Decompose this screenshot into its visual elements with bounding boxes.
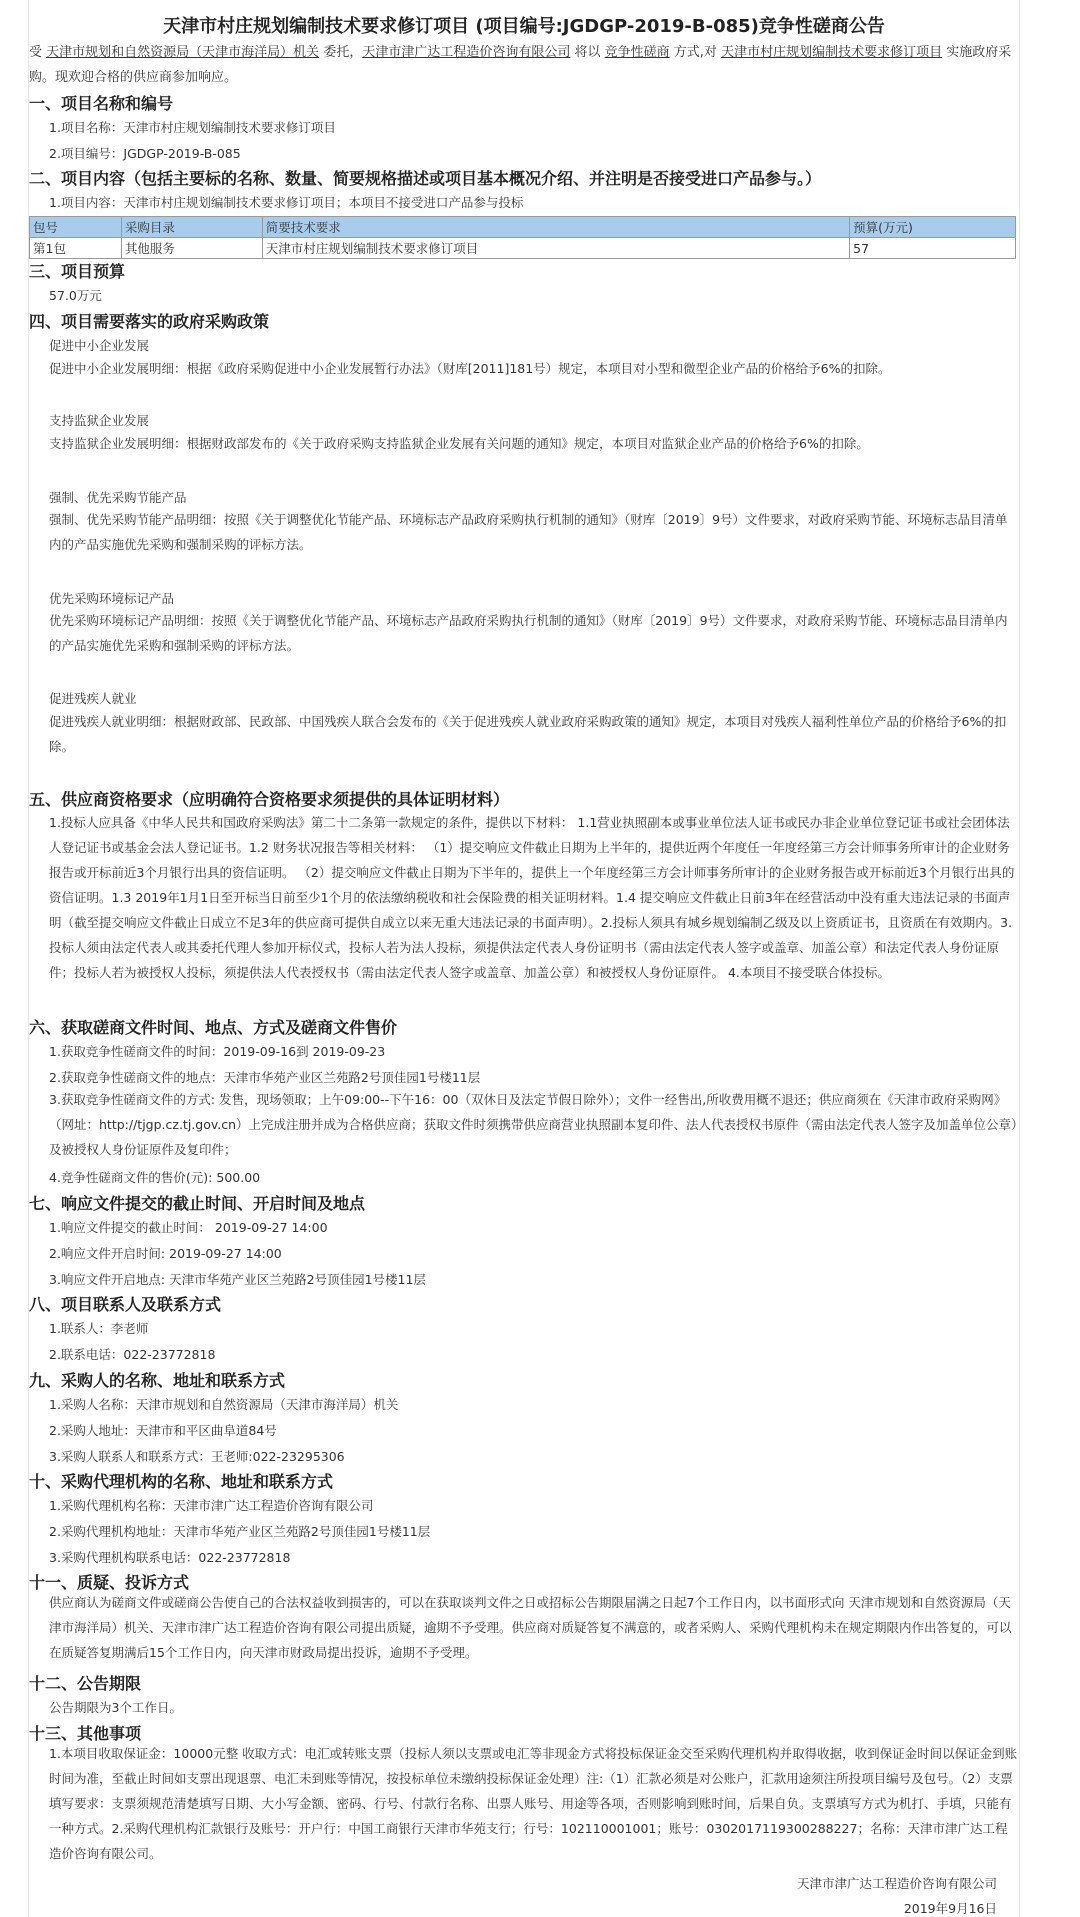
purchaser-contact: 3.采购人联系人和联系方式：王老师:022-23295306 — [49, 1449, 345, 1464]
doc-obtain-time: 1.获取竞争性磋商文件的时间：2019-09-16到 2019-09-23 — [49, 1044, 386, 1059]
signature-date: 2019年9月16日 — [903, 1901, 997, 1916]
table-cell: 天津市村庄规划编制技术要求修订项目 — [262, 238, 849, 259]
section-heading-6: 六、获取磋商文件时间、地点、方式及磋商文件售价 — [29, 1018, 398, 1037]
section-heading-1: 一、项目名称和编号 — [29, 94, 174, 113]
table-header-cell: 预算(万元) — [850, 217, 1016, 238]
agency-link[interactable]: 天津市津广达工程造价咨询有限公司 — [362, 45, 571, 60]
section-heading-12: 十二、公告期限 — [29, 1674, 142, 1693]
policy-title: 支持监狱企业发展 — [49, 413, 150, 428]
doc-price: 4.竞争性磋商文件的售价(元): 500.00 — [49, 1170, 261, 1185]
intro-text: 将以 — [574, 45, 601, 60]
section-heading-9: 九、采购人的名称、地址和联系方式 — [29, 1371, 286, 1390]
table-header-cell: 简要技术要求 — [262, 217, 849, 238]
table-cell: 第1包 — [30, 238, 122, 259]
project-budget: 57.0万元 — [49, 288, 102, 303]
agency-name: 1.采购代理机构名称：天津市津广达工程造价咨询有限公司 — [49, 1498, 374, 1513]
intro-paragraph — [29, 40, 1014, 90]
project-content: 1.项目内容：天津市村庄规划编制技术要求修订项目；本项目不接受进口产品参与投标 — [49, 195, 524, 210]
method-link[interactable]: 竞争性磋商 — [604, 45, 670, 60]
intro-text: 方式,对 — [673, 45, 717, 60]
qualification-requirements: 1.投标人应具备《中华人民共和国政府采购法》第二十二条第一款规定的条件，提供以下材料： 1.1营业执照副本或事业单位法人证书或民办非企业单位登记证书或社会团体法人登记证书或基金会法人登记证书。1.2 财务状况报告等相关材料： （1）提交响应文件截止日期为上半年的，提供近两个年度任一年度经第三方会计师事务所审计的企业财务报告或开标前近3个月银行出具的资信证明。 （2）提交响应文件截止日期为下半年的，提供上一个年度经第三方会计师事务所审计的企业财务报告或开标前近3个月银行出具的资信证明。1.3 2019年1月1日至开标当日前至少1个月的依法缴纳税收和社会保险费的相关证明材料。1.4 提交响应文件截止日前3年在经营活动中没有重大违法记录的书面声明（截至提交响应文件截止日成立不足3年的供应商可提供自成立以来无重大违法记录的书面声明）。2.投标人须具有城乡规划编制乙级及以上资质证书，且资质在有效期内。3.投标人须由法定代表人或其委托代理人参加开标仪式，投标人若为法人投标，须提供法定代表人身份证明书（需由法定代表人签字或盖章、加盖公章）和法定代表人身份证原件；投标人若为被授权人投标，须提供法人代表授权书（需由法定代表人签字或盖章、加盖公章）和被授权人身份证原件。 4.本项目不接受联合体投标。 — [49, 815, 1015, 980]
section-heading-8: 八、项目联系人及联系方式 — [29, 1295, 222, 1314]
intro-text: 实施政府采购。现欢迎合格的供应商参加响应。 — [29, 45, 1012, 85]
page-title: 天津市村庄规划编制技术要求修订项目 (项目编号:JGDGP-2019-B-085)竞争性磋商公告 — [163, 16, 885, 37]
table-header-row — [30, 217, 1016, 238]
announcement-page — [28, 0, 1020, 1917]
section-heading-11: 十一、质疑、投诉方式 — [29, 1573, 190, 1592]
policy-detail: 促进残疾人就业明细：根据财政部、民政部、中国残疾人联合会发布的《关于促进残疾人就业政府采购政策的通知》规定，本项目对残疾人福利性单位产品的价格给予6%的扣除。 — [49, 714, 1007, 754]
intro-text: 委托， — [323, 45, 363, 60]
table-row — [30, 238, 1016, 259]
policy-title: 强制、优先采购节能产品 — [49, 490, 187, 505]
contact-phone: 2.联系电话：022-23772818 — [49, 1347, 216, 1362]
section-heading-5: 五、供应商资格要求（应明确符合资格要求须提供的具体证明材料） — [29, 790, 510, 809]
policy-detail: 强制、优先采购节能产品明细：按照《关于调整优化节能产品、环境标志产品政府采购执行机制的通知》（财库〔2019〕9号）文件要求，对政府采购节能、环境标志品目清单内的产品实施优先采购和强制采购的评标方法。 — [49, 512, 1008, 552]
policy-title: 促进残疾人就业 — [49, 691, 137, 706]
other-matters: 1.本项目收取保证金：10000元整 收取方式：电汇或转账支票（投标人须以支票或电汇等非现金方式将投标保证金交至采购代理机构并取得收据，收到保证金时间以保证金到账时间为准，至截止时间如支票出现退票、电汇未到账等情况，按投标单位未缴纳投标保证金处理）注:（1）汇款必须是对公账户，汇款用途须注所投项目编号及包号。（2）支票填写要求：支票须规范清楚填写日期、大小写金额、密码、行号、付款行名称、出票人账号、用途等各项，否则影响到账时间，后果自负。支票填写方式为机打、手填，只能有一种方式。2.采购代理机构汇款银行及账号：开户行：中国工商银行天津市华苑支行；行号：102110001001；账号：0302017119300288227；名称：天津市津广达工程造价咨询有限公司。 — [49, 1746, 1018, 1861]
section-heading-4: 四、项目需要落实的政府采购政策 — [29, 312, 270, 331]
policy-detail: 促进中小企业发展明细：根据《政府采购促进中小企业发展暂行办法》（财库[2011]181号）规定，本项目对小型和微型企业产品的价格给予6%的扣除。 — [49, 361, 891, 376]
table-header-cell: 采购目录 — [121, 217, 262, 238]
table-cell: 其他服务 — [121, 238, 262, 259]
principal-link[interactable]: 天津市规划和自然资源局（天津市海洋局）机关 — [46, 45, 320, 60]
submission-deadline: 1.响应文件提交的截止时间： 2019-09-27 14:00 — [49, 1220, 328, 1235]
policy-title: 优先采购环境标记产品 — [49, 591, 175, 606]
purchaser-name: 1.采购人名称：天津市规划和自然资源局（天津市海洋局）机关 — [49, 1397, 399, 1412]
signature-company: 天津市津广达工程造价咨询有限公司 — [796, 1876, 997, 1891]
section-heading-7: 七、响应文件提交的截止时间、开启时间及地点 — [29, 1194, 366, 1213]
agency-address: 2.采购代理机构地址：天津市华苑产业区兰苑路2号顶佳园1号楼11层 — [49, 1524, 431, 1539]
notice-period: 公告期限为3个工作日。 — [49, 1700, 182, 1715]
section-heading-3: 三、项目预算 — [29, 262, 126, 281]
doc-obtain-method: 3.获取竞争性磋商文件的方式: 发售，现场领取；上午09:00--下午16：00（双休日及法定节假日除外）；文件一经售出,所收费用概不退还；供应商须在《天津市政府采购网》（网址：http://tjgp.cz.tj.gov.cn）上完成注册并成为合格供应商；获取文件时须携带供应商营业执照副本复印件、法人代表授权书原件（需由法定代表人签字及加盖单位公章）及被授权人身份证原件及复印件； — [49, 1092, 1018, 1157]
section-heading-13: 十三、其他事项 — [29, 1724, 142, 1743]
project-name: 1.项目名称：天津市村庄规划编制技术要求修订项目 — [49, 120, 336, 135]
section-heading-2: 二、项目内容（包括主要标的名称、数量、简要规格描述或项目基本概况介绍、并注明是否接受进口产品参与。） — [29, 169, 822, 188]
policy-detail: 支持监狱企业发展明细：根据财政部发布的《关于政府采购支持监狱企业发展有关问题的通知》规定，本项目对监狱企业产品的价格给予6%的扣除。 — [49, 436, 869, 451]
opening-time: 2.响应文件开启时间: 2019-09-27 14:00 — [49, 1246, 282, 1261]
agency-phone: 3.采购代理机构联系电话：022-23772818 — [49, 1550, 291, 1565]
section-heading-10: 十、采购代理机构的名称、地址和联系方式 — [29, 1472, 334, 1491]
purchaser-address: 2.采购人地址：天津市和平区曲阜道84号 — [49, 1423, 277, 1438]
project-code: 2.项目编号：JGDGP-2019-B-085 — [49, 146, 241, 161]
doc-obtain-place: 2.获取竞争性磋商文件的地点：天津市华苑产业区兰苑路2号顶佳园1号楼11层 — [49, 1070, 481, 1085]
contact-person: 1.联系人：李老师 — [49, 1321, 149, 1336]
project-link[interactable]: 天津市村庄规划编制技术要求修订项目 — [721, 45, 943, 60]
policy-title: 促进中小企业发展 — [49, 338, 150, 353]
package-table — [29, 216, 1016, 259]
complaint-text: 供应商认为磋商文件或磋商公告使自己的合法权益收到损害的，可以在获取谈判文件之日或招标公告期限届满之日起7个工作日内，以书面形式向 天津市规划和自然资源局（天津市海洋局）机关、天津市津广达工程造价咨询有限公司提出质疑，逾期不予受理。供应商对质疑答复不满意的，或者采购人、采购代理机构未在规定期限内作出答复的，可以在质疑答复期满后15个工作日内，向天津市财政局提出投诉，逾期不予受理。 — [49, 1595, 1012, 1660]
intro-text: 受 — [29, 45, 43, 60]
table-header-cell: 包号 — [30, 217, 122, 238]
opening-place: 3.响应文件开启地点: 天津市华苑产业区兰苑路2号顶佳园1号楼11层 — [49, 1272, 426, 1287]
policy-detail: 优先采购环境标记产品明细：按照《关于调整优化节能产品、环境标志产品政府采购执行机制的通知》（财库〔2019〕9号）文件要求，对政府采购节能、环境标志品目清单内的产品实施优先采购和强制采购的评标方法。 — [49, 613, 1008, 653]
table-cell: 57 — [850, 238, 1016, 259]
